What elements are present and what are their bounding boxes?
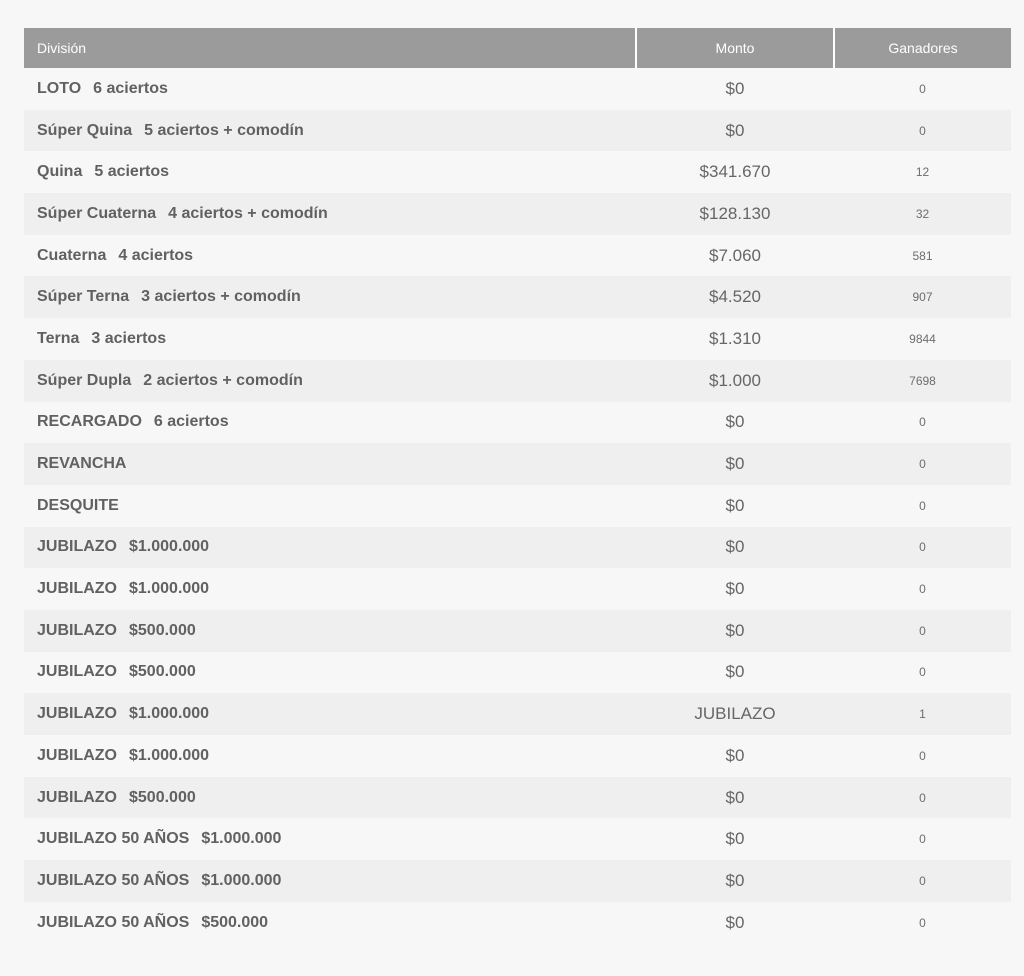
ganadores-cell: 0: [919, 832, 926, 847]
monto-cell: $128.130: [699, 203, 771, 223]
division-cell: [24, 527, 636, 569]
ganadores-cell: 0: [919, 915, 926, 930]
division-name: JUBILAZO: [37, 621, 117, 639]
ganadores-cell: 0: [919, 123, 926, 138]
table-row: [24, 193, 1011, 235]
table-row: [24, 860, 1011, 902]
table-row: [24, 777, 1011, 819]
table-row: [24, 610, 1011, 652]
ganadores-cell: 0: [919, 665, 926, 680]
division-detail: 4 aciertos + comodín: [168, 204, 328, 222]
results-table-container: [24, 28, 1011, 943]
table-row: [24, 652, 1011, 694]
division-detail: 3 aciertos + comodín: [141, 288, 301, 306]
division-cell: [24, 235, 636, 277]
table-row: [24, 318, 1011, 360]
division-name: JUBILAZO 50 AÑOS: [37, 871, 190, 889]
ganadores-cell: 0: [919, 457, 926, 472]
header-division: División: [24, 28, 636, 68]
division-name: DESQUITE: [37, 496, 119, 514]
division-detail: $1.000.000: [129, 580, 210, 598]
division-cell: [24, 485, 636, 527]
monto-cell: $0: [725, 870, 745, 890]
header-row: [24, 28, 1011, 68]
division-detail: 6 aciertos: [93, 79, 168, 97]
ganadores-cell: 32: [915, 206, 930, 221]
table-row: [24, 110, 1011, 152]
division-name: JUBILAZO: [37, 663, 117, 681]
division-name: REVANCHA: [37, 455, 127, 473]
division-cell: [24, 610, 636, 652]
division-detail: 4 aciertos: [118, 246, 194, 264]
monto-cell: $341.670: [699, 162, 771, 182]
division-detail: 6 aciertos: [153, 413, 229, 431]
ganadores-cell: 7698: [909, 373, 936, 388]
division-cell: [24, 652, 636, 694]
ganadores-cell: 0: [919, 81, 926, 96]
table-row: [24, 235, 1011, 277]
division-cell: [24, 318, 636, 360]
table-row: [24, 485, 1011, 527]
ganadores-cell: 0: [919, 415, 926, 430]
division-cell: [24, 443, 636, 485]
monto-cell: $0: [725, 537, 745, 557]
division-name: Cuaterna: [37, 246, 107, 264]
division-detail: $1.000.000: [129, 746, 210, 764]
division-cell: [24, 735, 636, 777]
monto-cell: $0: [725, 412, 745, 432]
division-detail: $500.000: [129, 663, 196, 681]
division-cell: [24, 902, 636, 944]
division-name: JUBILAZO: [37, 746, 117, 764]
monto-cell: $0: [725, 620, 745, 640]
table-row: [24, 568, 1011, 610]
table-row: [24, 360, 1011, 402]
division-cell: [24, 693, 636, 735]
table-row: [24, 276, 1011, 318]
division-cell: [24, 777, 636, 819]
ganadores-cell: 12: [915, 165, 930, 180]
division-name: JUBILAZO: [37, 580, 117, 598]
table-row: [24, 443, 1011, 485]
division-name: RECARGADO: [37, 413, 142, 431]
ganadores-cell: 0: [919, 748, 926, 763]
table-row: [24, 151, 1011, 193]
division-cell: [24, 193, 636, 235]
ganadores-cell: 0: [919, 873, 926, 888]
monto-cell: $0: [725, 829, 745, 849]
division-detail: 2 aciertos + comodín: [143, 371, 303, 389]
table-row: [24, 902, 1011, 944]
ganadores-cell: 0: [919, 540, 926, 555]
division-name: Súper Cuaterna: [37, 204, 157, 222]
division-name: Terna: [37, 329, 80, 347]
ganadores-cell: 0: [919, 623, 926, 638]
ganadores-cell: 907: [912, 290, 933, 305]
monto-cell: $0: [725, 745, 745, 765]
table-row: [24, 402, 1011, 444]
division-detail: 3 aciertos: [91, 329, 167, 347]
table-row: [24, 735, 1011, 777]
division-name: JUBILAZO: [37, 788, 117, 806]
division-detail: 5 aciertos: [94, 163, 170, 181]
division-cell: [24, 151, 636, 193]
monto-cell: $0: [725, 78, 745, 98]
table-header: [24, 28, 1011, 68]
ganadores-cell: 0: [919, 498, 926, 513]
table-row: [24, 68, 1011, 110]
table-row: [24, 693, 1011, 735]
monto-cell: $0: [725, 787, 745, 807]
division-detail: $1.000.000: [201, 830, 282, 848]
division-name: JUBILAZO 50 AÑOS: [37, 913, 190, 931]
results-table: [24, 28, 1011, 943]
header-monto: Monto: [636, 28, 834, 68]
monto-cell: $4.520: [709, 287, 761, 307]
division-cell: [24, 276, 636, 318]
division-detail: 5 aciertos + comodín: [144, 121, 304, 139]
table-row: [24, 818, 1011, 860]
division-detail: $1.000.000: [129, 705, 210, 723]
table-row: [24, 527, 1011, 569]
division-cell: [24, 110, 636, 152]
division-name: Súper Terna: [37, 288, 130, 306]
division-cell: [24, 360, 636, 402]
monto-cell: $0: [725, 454, 745, 474]
division-detail: $500.000: [129, 621, 196, 639]
division-name: LOTO: [37, 79, 82, 97]
table-body: [24, 68, 1011, 943]
ganadores-cell: 0: [919, 582, 926, 597]
division-detail: $500.000: [129, 788, 196, 806]
division-cell: [24, 860, 636, 902]
ganadores-cell: 9844: [909, 331, 936, 346]
division-name: Quina: [37, 163, 83, 181]
ganadores-cell: 1: [919, 707, 926, 722]
monto-cell: $0: [725, 662, 745, 682]
division-name: JUBILAZO: [37, 705, 117, 723]
monto-cell: $1.000: [709, 370, 761, 390]
division-detail: $500.000: [201, 913, 269, 931]
ganadores-cell: 581: [912, 248, 933, 263]
division-cell: [24, 568, 636, 610]
division-cell: [24, 402, 636, 444]
division-name: JUBILAZO: [37, 538, 117, 556]
monto-cell: $0: [725, 912, 745, 932]
header-ganadores: Ganadores: [834, 28, 1011, 68]
division-name: Súper Quina: [37, 121, 133, 139]
monto-cell: $0: [725, 579, 745, 599]
division-name: JUBILAZO 50 AÑOS: [37, 830, 190, 848]
division-cell: [24, 68, 636, 110]
division-detail: $1.000.000: [201, 871, 282, 889]
ganadores-cell: 0: [919, 790, 926, 805]
division-cell: [24, 818, 636, 860]
monto-cell: $0: [725, 495, 745, 515]
monto-cell: $7.060: [709, 245, 761, 265]
monto-cell: $0: [725, 120, 745, 140]
monto-cell: JUBILAZO: [694, 704, 776, 724]
division-name: Súper Dupla: [37, 371, 132, 389]
division-detail: $1.000.000: [129, 538, 210, 556]
monto-cell: $1.310: [709, 328, 761, 348]
